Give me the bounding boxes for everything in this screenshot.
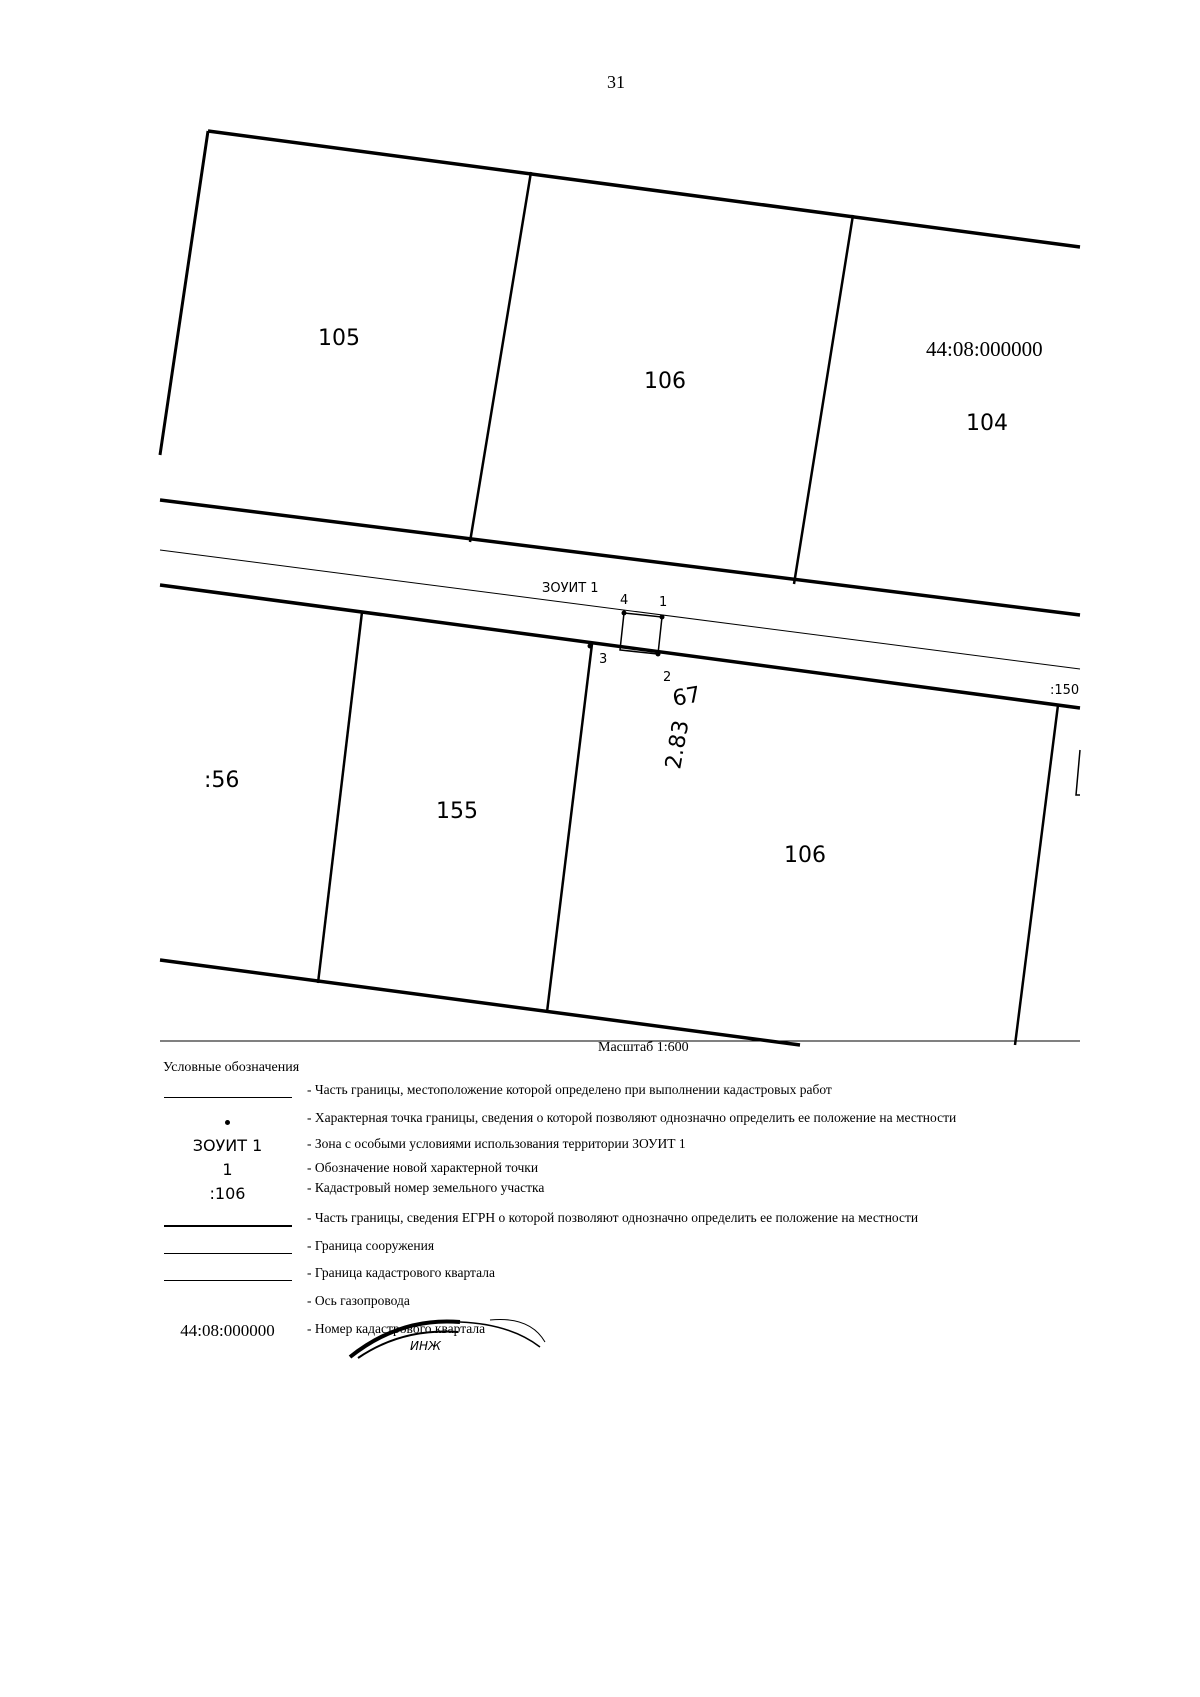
legend-symbol-text: :106 (209, 1184, 246, 1203)
zone-label: ЗОУИТ 1 (542, 581, 599, 596)
parcel-boundary-left (160, 131, 208, 455)
parcel-divider-3 (318, 612, 362, 983)
legend-symbol-line (160, 1236, 295, 1260)
parcel-label-106-bottom: 106 (784, 843, 826, 868)
point-marker-2 (656, 652, 661, 657)
parcel-label-55: 155 (436, 799, 478, 824)
legend-symbol-line (160, 1263, 295, 1287)
scale-label: Масштаб 1:600 (598, 1040, 689, 1055)
legend-symbol-text: 44:08:000000 (180, 1321, 275, 1340)
legend-item (160, 1263, 1080, 1287)
parcel-divider-1 (470, 172, 531, 542)
point-label-2: 2 (663, 670, 672, 685)
point-label-1: 1 (659, 595, 668, 610)
measurement-label: 67 (670, 682, 703, 712)
parcel-label-56: :56 (204, 768, 240, 793)
legend-description: - Граница сооружения (307, 1238, 435, 1253)
legend-description: - Ось газопровода (307, 1293, 410, 1308)
legend-description: - Характерная точка границы, сведения о которой позволяют однозначно определить ее положение на местности (307, 1110, 957, 1125)
legend-symbol-text: 1 (222, 1160, 233, 1179)
legend-item (160, 1208, 1080, 1232)
legend-symbol-dot (160, 1108, 295, 1132)
side-label-150: :150 (1050, 683, 1080, 698)
legend-item (160, 1080, 1080, 1104)
legend-description: - Обозначение новой характерной точки (307, 1160, 539, 1175)
parcel-divider-4 (547, 644, 592, 1012)
point-label-3: 3 (599, 652, 608, 667)
point-marker-1 (660, 615, 665, 620)
point-label-4: 4 (620, 593, 629, 608)
legend-symbol-text: ЗОУИТ 1 (192, 1136, 263, 1155)
legend-description: - Часть границы, сведения ЕГРН о которой позволяют однозначно определить ее положение на местности (307, 1210, 919, 1225)
legend-item (160, 1291, 1080, 1315)
quarter-boundary-top (208, 131, 1080, 247)
legend-item (160, 1236, 1080, 1260)
parcel-divider-5 (1015, 705, 1058, 1045)
parcel-divider-2 (794, 215, 853, 584)
legend-item (160, 1319, 1080, 1343)
legend-description: - Кадастровый номер земельного участка (307, 1180, 545, 1195)
legend-title: Условные обозначения (163, 1060, 300, 1075)
legend-description: - Зона с особыми условиями использования территории ЗОУИТ 1 (307, 1136, 686, 1151)
parcel-label-106-top: 106 (644, 369, 686, 394)
stamp-text: ИНЖ (410, 1339, 441, 1353)
point-marker-4 (622, 611, 627, 616)
quarter-number-label: 44:08:000000 (926, 337, 1043, 361)
legend-description: - Граница кадастрового квартала (307, 1265, 495, 1280)
legend-description: - Часть границы, местоположение которой определено при выполнении кадастровых работ (307, 1082, 832, 1097)
page-number: 31 (607, 72, 625, 92)
parcel-fragment-right (1076, 750, 1080, 795)
legend-item (160, 1134, 1080, 1158)
legend-item (160, 1182, 1080, 1206)
legend-item (160, 1108, 1080, 1132)
block-boundary-bottom (160, 960, 800, 1045)
point-marker-3 (588, 644, 593, 649)
zone-boundary-top (160, 550, 1080, 669)
legend-symbol-line (160, 1080, 295, 1104)
parcel-label-104: 104 (966, 411, 1008, 436)
point-dot-icon (225, 1120, 230, 1125)
legend-item (160, 1158, 1080, 1182)
legend-symbol-empty (160, 1291, 295, 1315)
measurement-label-2: 2.83 (661, 718, 695, 772)
legend-symbol-line (160, 1208, 295, 1232)
official-stamp (340, 1312, 560, 1360)
parcel-label-105-top: 105 (318, 326, 360, 351)
legend-description: - Номер кадастрового квартала (307, 1321, 486, 1336)
